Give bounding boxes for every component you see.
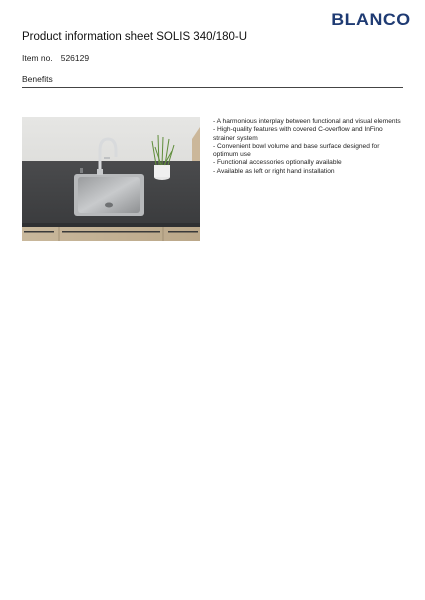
list-item: - A harmonious interplay between functional and visual elements <box>213 118 401 125</box>
list-item: - Functional accessories optionally available <box>213 159 342 167</box>
item-label: Item no. <box>22 53 53 63</box>
divider <box>22 87 403 88</box>
list-item: - Available as left or right hand installation <box>213 167 335 175</box>
item-number-row <box>22 53 89 63</box>
page-title: Product information sheet SOLIS 340/180-U <box>22 31 248 43</box>
list-item: - High-quality features with covered C-overflow and InFino strainer system <box>213 126 383 142</box>
product-photo <box>22 117 200 241</box>
section-heading: Benefits <box>22 74 53 84</box>
list-item: - Convenient bowl volume and base surface designed for optimum use <box>213 142 380 159</box>
blanco-logo: BLANCO <box>331 10 411 29</box>
benefits-list <box>213 118 403 176</box>
item-number: 526129 <box>60 53 90 63</box>
